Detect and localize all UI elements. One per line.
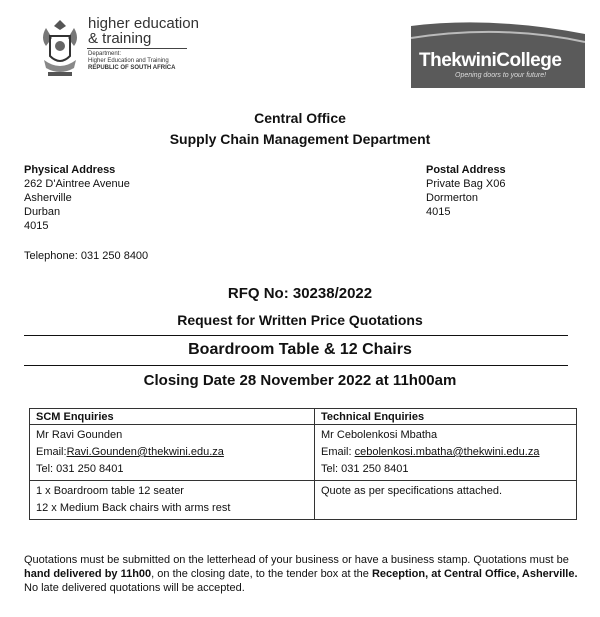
- postal-address: [426, 163, 506, 219]
- table-row: [30, 409, 577, 425]
- tech-email-line: [321, 444, 570, 461]
- address-line: 4015: [426, 206, 451, 218]
- address-line: Dormerton: [426, 192, 478, 204]
- address-line: Private Bag X06: [426, 178, 506, 190]
- telephone: Telephone: 031 250 8400: [24, 250, 149, 262]
- dhet-sub-line3: REPUBLIC OF SOUTH AFRICA: [88, 65, 176, 71]
- tech-tel: Tel: 031 250 8401: [321, 463, 409, 475]
- quote-note: Quote as per specifications attached.: [315, 481, 577, 520]
- table-row: [30, 425, 577, 481]
- scm-header: SCM Enquiries: [30, 409, 315, 425]
- dhet-sub-line1: Department:: [88, 51, 122, 57]
- divider: [87, 48, 187, 49]
- scm-contact-cell: [30, 425, 315, 481]
- scm-tel: Tel: 031 250 8401: [36, 463, 124, 475]
- enquiries-table: [29, 408, 577, 520]
- footer-text: Quotations must be submitted on the letterhead of your business or have a business stamp. Quotations must be: [24, 554, 569, 566]
- address-line: Durban: [24, 206, 61, 218]
- rfq-number: RFQ No: 30238/2022: [227, 285, 373, 302]
- email-label: Email:: [321, 446, 355, 458]
- dhet-title-line2: & training: [88, 30, 152, 47]
- address-line: 262 D'Aintree Avenue: [24, 178, 130, 190]
- item-line: 12 x Medium Back chairs with arms rest: [36, 502, 231, 514]
- physical-address: [24, 163, 130, 233]
- closing-date: Closing Date 28 November 2022 at 11h00am: [143, 372, 457, 389]
- scm-name: Mr Ravi Gounden: [36, 429, 123, 441]
- dhet-title-line1: higher education: [88, 15, 199, 32]
- submission-instructions: [24, 553, 580, 595]
- address-line: Asherville: [24, 192, 72, 204]
- rfq-request: Request for Written Price Quotations: [177, 312, 423, 328]
- college-tagline: Opening doors to your future!: [455, 72, 547, 79]
- footer-bold: Reception, at Central Office, Asherville.: [371, 568, 578, 580]
- item-line: 1 x Boardroom table 12 seater: [36, 485, 184, 497]
- footer-bold: hand delivered by 11h00: [24, 568, 152, 580]
- tech-name: Mr Cebolenkosi Mbatha: [321, 429, 438, 441]
- footer-text: No late delivered quotations will be accepted.: [24, 582, 245, 594]
- tech-contact-cell: [315, 425, 577, 481]
- office-name: Central Office: [254, 110, 346, 126]
- scm-email-link[interactable]: Ravi.Gounden@thekwini.edu.za: [66, 446, 224, 458]
- dhet-title: [88, 16, 199, 46]
- table-row: [30, 481, 577, 520]
- physical-address-heading: Physical Address: [24, 164, 116, 176]
- items-cell: [30, 481, 315, 520]
- address-line: 4015: [24, 220, 49, 232]
- dhet-sub-line2: Higher Education and Training: [88, 58, 169, 64]
- coat-of-arms-logo: [36, 18, 84, 80]
- tech-email-link[interactable]: cebolenkosi.mbatha@thekwini.edu.za: [354, 446, 540, 458]
- department-name: Supply Chain Management Department: [169, 131, 431, 147]
- footer-text: , on the closing date, to the tender box at the: [151, 568, 372, 580]
- college-name: ThekwiniCollege: [419, 50, 562, 71]
- divider: [24, 335, 568, 336]
- postal-address-heading: Postal Address: [426, 164, 506, 176]
- scm-email-line: [36, 444, 308, 461]
- product-title: Boardroom Table & 12 Chairs: [188, 341, 412, 358]
- college-logo: [411, 20, 585, 88]
- dhet-subtitle: [88, 51, 175, 72]
- email-label: Email:: [36, 446, 67, 458]
- divider: [24, 365, 568, 366]
- tech-header: Technical Enquiries: [315, 409, 577, 425]
